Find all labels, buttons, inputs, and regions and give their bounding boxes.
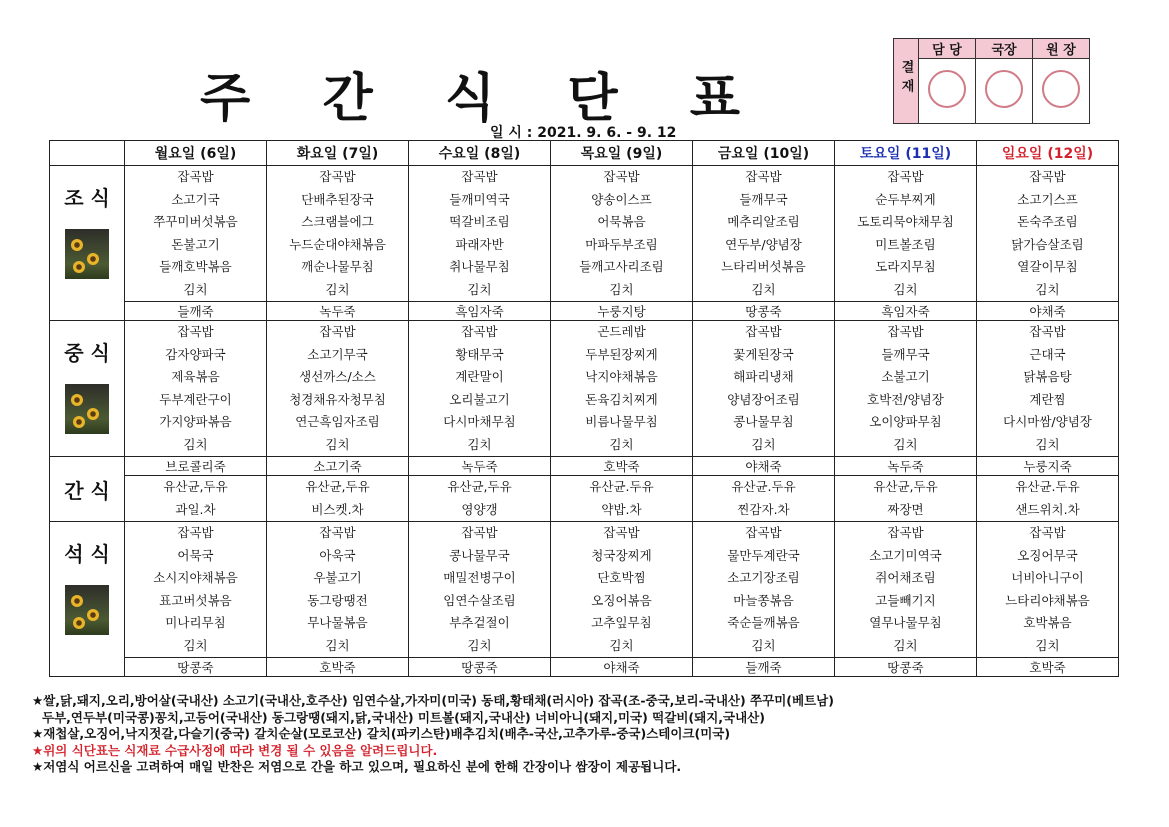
porridge-cell: 땅콩죽 [125, 658, 267, 677]
seal-stamp-icon [1042, 70, 1080, 108]
snack-porridge-row [50, 457, 1119, 476]
approval-box [893, 38, 1090, 124]
porridge-cell: 흑임자죽 [835, 302, 977, 321]
porridge-cell: 야채죽 [693, 457, 835, 476]
seal-stamp-icon [985, 70, 1023, 108]
weekly-menu-table [49, 140, 1119, 677]
menu-cell: 유산균.두유 샌드위치.차 [977, 476, 1119, 522]
menu-cell: 잡곡밥 아욱국 우불고기 동그랑땡전 무나물볶음 김치 [267, 522, 409, 658]
menu-cell: 잡곡밥 소고기미역국 쥐어채조림 고들빼기지 열무나물무침 김치 [835, 522, 977, 658]
day-header-sunday: 일요일 (12일) [977, 141, 1119, 166]
menu-cell: 유산균,두유 비스켓.차 [267, 476, 409, 522]
page-title: 주 간 식 단 표 [200, 68, 740, 129]
menu-cell: 잡곡밥 콩나물무국 매밀전병구이 임연수살조림 부추겉절이 김치 [409, 522, 551, 658]
day-header: 화요일 (7일) [267, 141, 409, 166]
menu-cell: 잡곡밥 양송이스프 어묵볶음 마파두부조림 들깨고사리조림 김치 [551, 166, 693, 302]
menu-cell: 잡곡밥 소고기국 쭈꾸미버섯볶음 돈불고기 들깨호박볶음 김치 [125, 166, 267, 302]
note-change-notice: ★위의 식단표는 식재료 수급사정에 따라 변경 될 수 있음을 알려드립니다. [32, 742, 438, 758]
menu-cell: 잡곡밥 물만두계란국 소고기장조림 마늘쫑볶음 죽순들깨볶음 김치 [693, 522, 835, 658]
menu-cell: 잡곡밥 어묵국 소시지야채볶음 표고버섯볶음 미나리무침 김치 [125, 522, 267, 658]
lunch-row [50, 321, 1119, 457]
porridge-cell: 야채죽 [977, 302, 1119, 321]
porridge-cell: 땅콩죽 [835, 658, 977, 677]
porridge-cell: 호박죽 [267, 658, 409, 677]
porridge-cell: 누룽지죽 [977, 457, 1119, 476]
day-header: 수요일 (8일) [409, 141, 551, 166]
porridge-cell: 땅콩죽 [693, 302, 835, 321]
menu-cell: 잡곡밥 들깨미역국 떡갈비조림 파래자반 취나물무침 김치 [409, 166, 551, 302]
porridge-cell: 호박죽 [551, 457, 693, 476]
menu-cell: 유산균.두유 약밥.차 [551, 476, 693, 522]
day-header-saturday: 토요일 (11일) [835, 141, 977, 166]
menu-cell: 유산균.두유 찐감자.차 [693, 476, 835, 522]
corner-cell [50, 141, 125, 166]
menu-cell: 잡곡밥 청국장찌게 단호박찜 오징어볶음 고추잎무침 김치 [551, 522, 693, 658]
porridge-cell: 누룽지탕 [551, 302, 693, 321]
menu-cell: 곤드레밥 두부된장찌게 낙지야채볶음 돈육김치찌게 비름나물무침 김치 [551, 321, 693, 457]
approval-header-director: 국장 [976, 39, 1033, 59]
menu-cell: 잡곡밥 황태무국 계란말이 오리불고기 다시마채무침 김치 [409, 321, 551, 457]
day-header: 금요일 (10일) [693, 141, 835, 166]
signature-head [1033, 59, 1090, 124]
porridge-cell: 브로콜리죽 [125, 457, 267, 476]
menu-cell: 잡곡밥 단배추된장국 스크램블에그 누드순대야채볶음 깨순나물무침 김치 [267, 166, 409, 302]
sunflower-photo-icon [65, 585, 109, 635]
signature-staff [919, 59, 976, 124]
porridge-cell: 소고기죽 [267, 457, 409, 476]
sunflower-photo-icon [65, 384, 109, 434]
menu-cell: 잡곡밥 소고기스프 돈숙주조림 닭가슴살조림 열갈이무침 김치 [977, 166, 1119, 302]
porridge-cell: 들깨죽 [693, 658, 835, 677]
menu-cell: 잡곡밥 순두부찌게 도토리묵야채무침 미트볼조림 도라지무침 김치 [835, 166, 977, 302]
menu-cell: 유산균,두유 과일.차 [125, 476, 267, 522]
menu-cell: 유산균,두유 짜장면 [835, 476, 977, 522]
approval-header-staff: 담 당 [919, 39, 976, 59]
signature-director [976, 59, 1033, 124]
porridge-cell: 흑임자죽 [409, 302, 551, 321]
approval-label: 결재 [894, 39, 919, 124]
porridge-cell: 들깨죽 [125, 302, 267, 321]
porridge-cell: 녹두죽 [409, 457, 551, 476]
snack-row [50, 476, 1119, 522]
porridge-cell: 녹두죽 [267, 302, 409, 321]
menu-cell: 잡곡밥 꽃게된장국 해파리냉채 양념장어조림 콩나물무침 김치 [693, 321, 835, 457]
menu-cell: 잡곡밥 근대국 닭볶음탕 계란찜 다시마쌈/양념장 김치 [977, 321, 1119, 457]
note-origin-3: ★재첩살,오징어,낙지젓갈,다슬기(중국) 갈치순살(모로코산) 갈치(파키스탄)배추김치(배추-국산,고추가루-중국)스테이크(미국) [32, 726, 731, 741]
seal-stamp-icon [928, 70, 966, 108]
breakfast-porridge-row [50, 302, 1119, 321]
note-origin-1: ★쌀,닭,돼지,오리,방어살(국내산) 소고기(국내산,호주산) 임연수살,가자미(미국) 동태,황태채(러시아) 잡곡(조-중국,보리-국내산) 쭈꾸미(베트남) [32, 693, 834, 708]
footnotes [32, 693, 1142, 776]
menu-cell: 잡곡밥 들깨무국 소불고기 호박전/양념장 오이양파무침 김치 [835, 321, 977, 457]
dinner-porridge-row [50, 658, 1119, 677]
porridge-cell: 야채죽 [551, 658, 693, 677]
menu-cell: 잡곡밥 들깨무국 메추리알조림 연두부/양념장 느타리버섯볶음 김치 [693, 166, 835, 302]
menu-cell: 잡곡밥 감자양파국 제육볶음 두부계란구이 가지양파볶음 김치 [125, 321, 267, 457]
menu-cell: 유산균,두유 영양갱 [409, 476, 551, 522]
dinner-row [50, 522, 1119, 658]
day-header-row [50, 141, 1119, 166]
meal-label-dinner: 석 식 [50, 522, 125, 677]
day-header: 월요일 (6일) [125, 141, 267, 166]
meal-label-snack: 간 식 [50, 457, 125, 522]
day-header: 목요일 (9일) [551, 141, 693, 166]
meal-label-lunch: 중 식 [50, 321, 125, 457]
menu-cell: 잡곡밥 오징어무국 너비아니구이 느타리야채볶음 호박볶음 김치 [977, 522, 1119, 658]
porridge-cell: 녹두죽 [835, 457, 977, 476]
porridge-cell: 호박죽 [977, 658, 1119, 677]
porridge-cell: 땅콩죽 [409, 658, 551, 677]
date-range: 일 시 : 2021. 9. 6. - 9. 12 [490, 125, 677, 141]
breakfast-row [50, 166, 1119, 302]
menu-cell: 잡곡밥 소고기무국 생선까스/소스 청경채유자청무침 연근흑임자조림 김치 [267, 321, 409, 457]
note-low-salt: ★저염식 어르신을 고려하여 매일 반찬은 저염으로 간을 하고 있으며, 필요하신 분에 한해 간장이나 쌈장이 제공됩니다. [32, 759, 682, 774]
meal-label-breakfast: 조 식 [50, 166, 125, 321]
sunflower-photo-icon [65, 229, 109, 279]
approval-header-head: 원 장 [1033, 39, 1090, 59]
note-origin-2: 두부,연두부(미국콩)꽁치,고등어(국내산) 동그랑땡(돼지,닭,국내산) 미트볼(돼지,국내산) 너비아니(돼지,미국) 떡갈비(돼지,국내산) [42, 709, 765, 725]
